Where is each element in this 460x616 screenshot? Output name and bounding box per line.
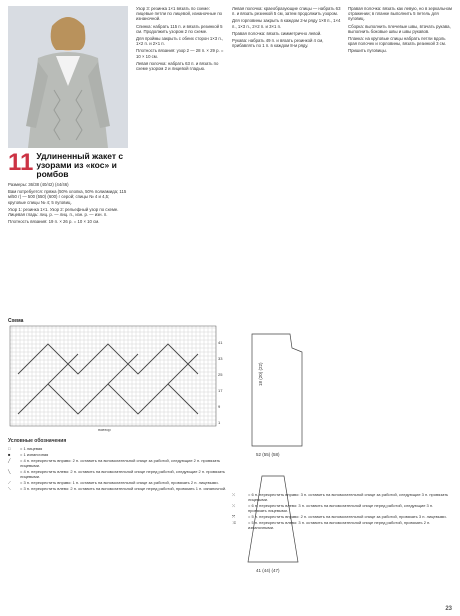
legend-symbol: ⤧	[232, 514, 236, 519]
legend-text: = 4 п. перекрестить вправо: 2 п. оставить на вспомогательной спице за работой, следующие 2 п. провязать лицевыми.	[20, 458, 221, 468]
paragraph: Пришить пуговицы.	[348, 48, 387, 54]
garment-pattern	[232, 326, 342, 584]
legend-symbol: ■	[8, 452, 11, 457]
paragraph: Спинка: набрать 115 п. и вязать резинкой 5 см. Продолжить узором 2 по схеме.	[136, 23, 223, 34]
article-title	[8, 149, 128, 179]
paragraph: Правая полочка: вязать симметрично левой.	[232, 30, 322, 36]
left-instructions	[8, 182, 128, 226]
paragraph: Левая полочка: набрать 63 п. и вязать по схеме узором 2 и лицевой гладью.	[136, 60, 219, 72]
instructions-column-4	[348, 6, 452, 56]
legend	[8, 438, 230, 492]
materials-text: Вам потребуется: пряжа (50% хлопка, 50% полиамида; 115 м/50 г) — 500 (550) (600) г серой; спицы № 4 и 4,5; круговые спицы № 4; 5 пуговиц.	[8, 189, 127, 205]
legend-symbol: ⤨	[232, 520, 236, 525]
row-label: 1	[218, 420, 221, 425]
density-text: Плотность вязания: 19 п. × 26 р. = 10 × 10 см.	[8, 219, 100, 225]
paragraph: Сборка: выполнить плечевые швы, втачать рукава, выполнить боковые швы и швы рукавов.	[348, 23, 451, 34]
legend-text: = 1 лицевая	[20, 446, 43, 451]
legend-title: Условные обозначения	[8, 438, 67, 444]
legend-symbol: ⤫	[232, 492, 236, 497]
legend-text: = 4 п. перекрестить влево: 2 п. оставить на вспомогательной спице перед работой, следующие 2 п. провязать лицевыми.	[20, 469, 226, 479]
legend-text: = 3 п. перекрестить вправо: 1 п. оставить на вспомогательной спице за работой, провязать 2 п. лицевыми.	[20, 480, 219, 485]
legend-text: = 5 п. перекрестить вправо: 2 п. оставить на вспомогательной спице за работой, провязать 3 п. лицевыми.	[248, 514, 447, 519]
legend-symbol: □	[8, 446, 11, 451]
pattern-label: 41 (44) (47)	[256, 568, 280, 573]
paragraph: Правая полочка: вязать как левую, но в зеркальном отражении; в планке выполнить 5 петель для пуговиц.	[348, 6, 452, 22]
row-label: 17	[218, 388, 223, 393]
legend-symbol: ⟍	[8, 486, 11, 491]
row-label: 33	[218, 356, 223, 361]
repeat-label: повтор	[98, 427, 111, 432]
legend-text: = 6 п. перекрестить влево: 3 п. оставить на вспомогательной спице перед работой, следующие 3 п. провязать лицевыми.	[248, 503, 434, 513]
legend-item	[8, 469, 230, 479]
row-label: 41	[218, 340, 223, 345]
paragraph: Для проймы закрыть с обеих сторон 1×3 п., 1×2 п. и 2×1 п.	[136, 36, 224, 47]
legend-item	[8, 458, 230, 468]
page-number: 23	[445, 606, 452, 612]
paragraph: Плотность вязания: узор 2 — 28 п. × 29 р. = 10 × 10 см.	[136, 48, 224, 59]
legend-item	[232, 520, 452, 530]
legend-continued	[232, 492, 452, 531]
model-photo	[8, 6, 128, 148]
pattern-label: 18 (20) (22)	[258, 362, 263, 386]
legend-item	[232, 492, 452, 502]
legend-symbol: ⤬	[232, 503, 236, 508]
legend-item	[8, 452, 230, 457]
article-heading: Удлиненный жакет с узорами из «кос» и ромбов	[36, 151, 124, 179]
instructions-column-2	[136, 6, 226, 73]
legend-symbol: ╲	[8, 469, 11, 474]
legend-text: = 5 п. перекрестить влево: 3 п. оставить на вспомогательной спице перед работой, провязать 2 п. изнаночными.	[248, 520, 431, 530]
technique-text: Узор 1: резинка 1×1. Узор 2: рельефный узор по схеме. Лицевая гладь: лиц. р. — лиц. п., изн. р. — изн. п.	[8, 206, 119, 218]
legend-item	[8, 480, 230, 485]
pattern-label: 52 (55) (58)	[256, 452, 280, 457]
knitting-chart	[8, 324, 230, 432]
paragraph: Левая полочка: краеобразующие спицы — набрать 63 п. и вязать резинкой 5 см, затем продолжить узором.	[232, 6, 341, 17]
legend-text: = 6 п. перекрестить вправо: 3 п. оставить на вспомогательной спице за работой, следующие 3 п. провязать лицевыми.	[248, 492, 449, 502]
paragraph: Узор 3: резинка 1×1 вязать по схеме: лицевые петли по лицевой, изнаночные по изнаночной.	[136, 6, 223, 22]
legend-item	[232, 514, 452, 519]
paragraph: Рукава: набрать 49 п. и вязать резинкой 4 см, прибавлять по 1 п. в каждом 8-м ряду.	[232, 38, 324, 49]
legend-symbol: ⟋	[8, 480, 11, 485]
row-label: 9	[218, 404, 221, 409]
legend-symbol: ╱	[8, 458, 11, 463]
row-label: 25	[218, 372, 223, 377]
paragraph: Планка: на круговые спицы набрать петли вдоль края полочек и горловины, вязать резинкой 3 см.	[348, 36, 446, 47]
paragraph: Для горловины закрыть в каждом 2-м ряду 1×8 п., 1×4 п., 1×3 п., 2×2 п. и 3×1 п.	[232, 18, 341, 29]
legend-item	[232, 503, 452, 513]
legend-text: = 3 п. перекрестить влево: 2 п. оставить на вспомогательной спице перед работой, провязать 1 п. изнаночной.	[20, 486, 227, 491]
legend-item	[8, 446, 230, 451]
article-number: 11	[8, 149, 34, 176]
sizes-text: Размеры: 36/38 (40/42) (44/46)	[8, 182, 69, 187]
legend-text: = 1 изнаночная	[20, 452, 49, 457]
legend-item	[8, 486, 230, 491]
chart-title: Схема	[8, 318, 24, 324]
instructions-column-3	[232, 6, 342, 50]
